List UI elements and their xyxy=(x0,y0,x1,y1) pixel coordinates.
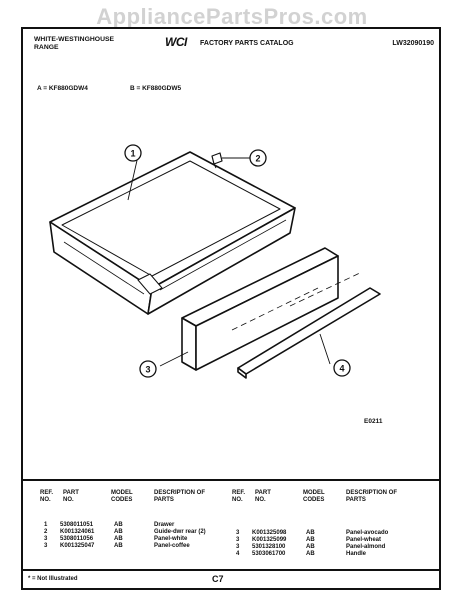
desc-cell: Panel-white xyxy=(154,536,188,542)
ref-cell: 3 xyxy=(236,537,240,543)
codes-cell: AB xyxy=(114,522,123,528)
wci-logo: WCI xyxy=(165,35,187,49)
col-header-part: PART NO. xyxy=(63,490,79,503)
ref-cell: 4 xyxy=(236,551,240,557)
brand-name: WHITE-WESTINGHOUSE xyxy=(34,36,115,43)
desc-cell: Panel-coffee xyxy=(154,543,190,549)
codes-cell: AB xyxy=(114,543,123,549)
parts-rows-left xyxy=(40,522,230,550)
table-top-rule xyxy=(23,479,439,481)
part-cell: K001325099 xyxy=(252,537,287,543)
watermark: AppliancePartsPros.com xyxy=(96,4,368,29)
diagram-code: E0211 xyxy=(364,418,383,425)
codes-cell: AB xyxy=(114,529,123,535)
document-code: LW32090190 xyxy=(392,40,434,47)
page-number: C7 xyxy=(212,574,224,584)
col-header-description: DESCRIPTION OF PARTS xyxy=(346,490,398,503)
table-row xyxy=(232,537,422,544)
table-row xyxy=(232,530,422,537)
exploded-diagram xyxy=(40,130,420,400)
part-cell: 5303061700 xyxy=(252,551,286,557)
part-cell: K001325098 xyxy=(252,530,287,536)
table-row xyxy=(40,529,230,536)
brand-block xyxy=(34,36,114,52)
ref-cell: 3 xyxy=(236,544,240,550)
callout-1-label: 1 xyxy=(130,148,136,159)
part-cell: 5301328100 xyxy=(252,544,286,550)
desc-cell: Panel-wheat xyxy=(346,537,382,543)
ref-cell: 2 xyxy=(44,529,48,535)
table-bottom-rule xyxy=(23,569,439,571)
ref-cell: 3 xyxy=(44,543,48,549)
ref-cell: 3 xyxy=(44,536,48,542)
model-a: A = KF880GDW4 xyxy=(37,85,88,92)
catalog-title: FACTORY PARTS CATALOG xyxy=(200,40,294,47)
parts-rows-right xyxy=(232,530,422,558)
codes-cell: AB xyxy=(306,551,315,557)
codes-cell: AB xyxy=(306,544,315,550)
table-row xyxy=(232,544,422,551)
ref-cell: 1 xyxy=(44,522,48,528)
codes-cell: AB xyxy=(306,537,315,543)
part-cell: K001324061 xyxy=(60,529,95,535)
table-row xyxy=(40,543,230,550)
codes-cell: AB xyxy=(114,536,123,542)
table-row xyxy=(232,551,422,558)
model-b: B = KF880GDW5 xyxy=(130,85,182,92)
col-header-codes: MODEL CODES xyxy=(303,490,325,503)
callout-2-label: 2 xyxy=(255,153,261,164)
codes-cell: AB xyxy=(306,530,315,536)
desc-cell: Panel-almond xyxy=(346,544,386,550)
callout-4-label: 4 xyxy=(339,363,345,374)
desc-cell: Panel-avocado xyxy=(346,530,389,536)
col-header-ref: REF. NO. xyxy=(40,490,54,503)
not-illustrated-note: * = Not Illustrated xyxy=(28,576,78,582)
part-cell: 5308011056 xyxy=(60,536,94,542)
col-header-codes: MODEL CODES xyxy=(111,490,133,503)
part-cell: 5308011051 xyxy=(60,522,94,528)
part-cell: K001325047 xyxy=(60,543,95,549)
table-row xyxy=(40,522,230,529)
desc-cell: Guide-dwr rear (2) xyxy=(154,529,206,535)
callout-3-label: 3 xyxy=(145,364,151,375)
desc-cell: Drawer xyxy=(154,522,175,528)
desc-cell: Handle xyxy=(346,551,367,557)
ref-cell: 3 xyxy=(236,530,240,536)
product-type: RANGE xyxy=(34,44,59,51)
table-row xyxy=(40,536,230,543)
col-header-description: DESCRIPTION OF PARTS xyxy=(154,490,206,503)
col-header-part: PART NO. xyxy=(255,490,271,503)
col-header-ref: REF. NO. xyxy=(232,490,246,503)
